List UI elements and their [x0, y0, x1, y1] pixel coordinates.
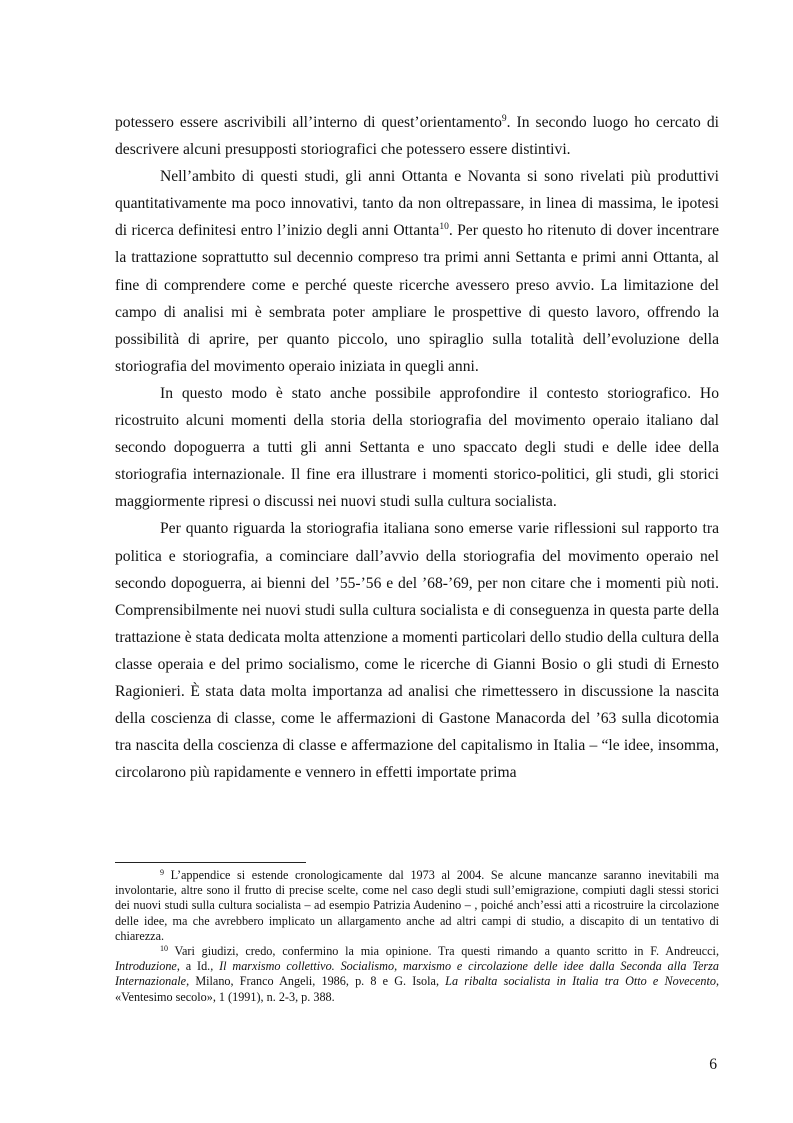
footnote-9-text: L’appendice si estende cronologicamente dal 1973 al 2004. Se alcune mancanze saranno inevitabili ma involontarie, altre sono il frutto di precise scelte, come nel caso degli studi sull’emigrazione, compiuti dagli stessi storici dei nuovi studi sulla cultura socialista – ad esempio Patrizia Audenino – , poiché anch’essi atti a ricostruire la circolazione delle idee, ma che avrebbero implicato un allargamento anche ad altri campi di studio, a discapito di un tentativo di chiarezza. — [115, 868, 719, 943]
footnote-ref-9[interactable]: 9 — [501, 114, 507, 124]
footnote-ref-10[interactable]: 10 — [439, 222, 449, 233]
footnote-10-title-2: Il marxismo collettivo. Socialismo, marxismo e circolazione delle idee dalla Seconda alla Terza Internazionale — [115, 959, 719, 989]
footnote-10 — [115, 944, 719, 1005]
footnote-separator — [115, 862, 306, 863]
paragraph-1 — [115, 109, 719, 163]
footnote-10-title-1: Introduzione — [115, 959, 177, 974]
main-text — [115, 109, 719, 786]
footnote-9-number: 9 — [160, 868, 164, 877]
footnotes — [115, 868, 719, 1005]
footnote-9 — [115, 868, 719, 944]
paragraph-2-rest: . Per questo ho ritenuto di dover incentrare la trattazione soprattutto sul decennio compreso tra primi anni Settanta e primi anni Ottanta, al fine di comprendere come e perché queste ricerche avessero preso avvio. La limitazione del campo di analisi mi è sembrata poter ampliare le prospettive di questo lavoro, offrendo la possibilità di aprire, per quanto piccolo, uno spiraglio sulla totalità dell’evoluzione della storiografia del movimento operaio iniziata in quegli anni. — [115, 222, 720, 375]
paragraph-4: Per quanto riguarda la storiografia italiana sono emerse varie riflessioni sul rapporto tra politica e storiografia, a cominciare dall’avvio della storiografia del movimento operaio nel secondo dopoguerra, ai bienni del ’55-’56 e del ’68-’69, per non citare che i momenti più noti. Comprensibilmente nei nuovi studi sulla cultura socialista e di conseguenza in questa parte della trattazione è stata dedicata molta attenzione a momenti particolari dello studio della cultura della classe operaia e del primo socialismo, come le ricerche di Gianni Bosio o gli studi di Ernesto Ragionieri. È stata data molta importanza ad analisi che rimettessero in discussione la nascita della coscienza di classe, come le affermazioni di Gastone Manacorda del ’63 sulla dicotomia tra nascita della coscienza di classe e affermazione del capitalismo in Italia – “le idee, insomma, circolarono più rapidamente e vennero in effetti importate prima — [115, 520, 719, 782]
footnote-10-title-3: La ribalta socialista in Italia tra Otto e Novecento — [445, 974, 716, 989]
footnote-10-text-3: , Milano, Franco Angeli, 1986, p. 8 e G. Isola, — [186, 974, 446, 989]
paragraph-3: In questo modo è stato anche possibile approfondire il contesto storiografico. Ho ricostruito alcuni momenti della storia della storiografia del movimento operaio italiano dal secondo dopoguerra a tutti gli anni Settanta e uno spaccato degli studi e delle idee della storiografia internazionale. Il fine era illustrare i momenti storico-politici, gli studi, gli storici maggiormente ripresi o discussi nei nuovi studi sulla cultura socialista. — [115, 384, 719, 511]
footnote-10-text-4: , «Ventesimo secolo», 1 (1991), n. 2-3, p. 388. — [115, 974, 719, 1004]
page-number: 6 — [709, 1056, 717, 1073]
paragraph-2-text: Nell’ambito di questi studi, gli anni Ottanta e Novanta si sono rivelati più produttivi quantitativamente ma poco innovativi, tanto da non oltrepassare, in linea di massima, le ipotesi di ricerca definitesi entro l’inizio degli anni Ottanta — [115, 168, 719, 240]
footnote-10-text-1: Vari giudizi, credo, confermino la mia opinione. Tra questi rimando a quanto scritto in F. Andreucci, — [168, 944, 719, 959]
paragraph-1-text: potessero essere ascrivibili all’interno di quest’orientamento — [115, 114, 502, 131]
paragraph-1-rest: . In secondo luogo ho cercato di descrivere alcuni presupposti storiografici che potessero essere distintivi. — [115, 114, 719, 159]
footnote-10-number: 10 — [160, 944, 168, 954]
paragraph-2 — [115, 163, 719, 380]
footnote-10-text-2: , a Id., — [176, 959, 220, 974]
